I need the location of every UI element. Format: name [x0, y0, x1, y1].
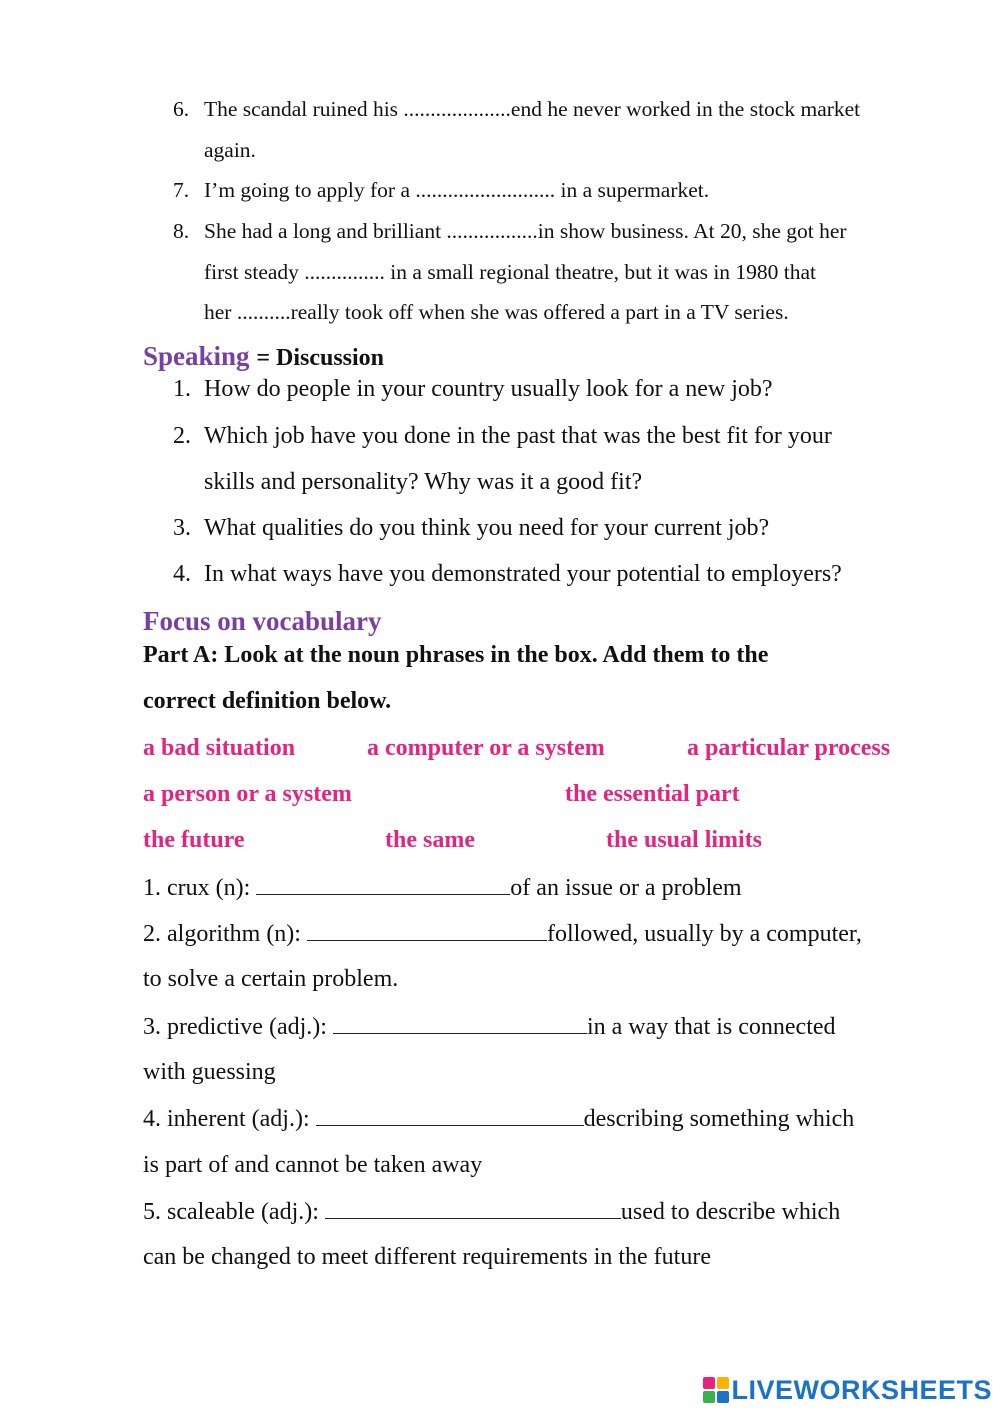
- exercise-item-8-cont2: [204, 300, 789, 325]
- definition-2: [143, 920, 862, 948]
- exercise-item-8-cont: [204, 260, 816, 285]
- box-word: a person or a system: [143, 781, 352, 807]
- answer-blank[interactable]: [307, 920, 547, 941]
- speaking-question-1: [173, 376, 773, 403]
- speaking-question-4: [173, 561, 842, 588]
- question-text: skills and personality? Why was it a good fit?: [204, 469, 643, 495]
- speaking-question-2: [173, 423, 832, 450]
- item-text: again.: [204, 138, 256, 162]
- vocabulary-instruction-cont: correct definition below.: [143, 688, 392, 714]
- question-text: Which job have you done in the past that was the best fit for your: [204, 423, 832, 449]
- definition-2-cont: to solve a certain problem.: [143, 966, 399, 992]
- definition-3-cont: with guessing: [143, 1059, 276, 1085]
- question-text: What qualities do you think you need for your current job?: [204, 515, 770, 541]
- item-number: 8.: [173, 219, 190, 243]
- question-number: 1.: [173, 376, 191, 402]
- logo-text: LIVEWORKSHEETS: [731, 1374, 992, 1405]
- question-text: In what ways have you demonstrated your potential to employers?: [204, 561, 842, 587]
- speaking-title: Speaking: [143, 341, 250, 371]
- definition-4: [143, 1105, 854, 1133]
- definition-5-cont: can be changed to meet different requirements in the future: [143, 1244, 711, 1270]
- speaking-question-2-cont: [204, 469, 642, 496]
- definition-text: describing something which: [583, 1106, 855, 1132]
- definition-5: [143, 1198, 840, 1226]
- item-text: her ..........really took off when she was offered a part in a TV series.: [204, 300, 789, 324]
- exercise-item-7: [173, 178, 709, 203]
- answer-blank[interactable]: [316, 1105, 584, 1126]
- item-text: She had a long and brilliant .................in show business. At 20, she got her: [204, 219, 847, 243]
- item-text: I’m going to apply for a .......................... in a supermarket.: [204, 178, 710, 202]
- box-word: a particular process: [687, 735, 891, 761]
- definition-term: 4. inherent (adj.):: [143, 1106, 316, 1132]
- answer-blank[interactable]: [256, 874, 510, 895]
- definition-1: [143, 874, 742, 902]
- item-text: The scandal ruined his ....................end he never worked in the stock market: [204, 97, 861, 121]
- box-word: the future: [143, 827, 245, 853]
- box-word: a computer or a system: [367, 735, 605, 761]
- definition-3: [143, 1013, 836, 1041]
- item-text: first steady ............... in a small regional theatre, but it was in 1980 that: [204, 260, 817, 284]
- vocabulary-instruction: Part A: Look at the noun phrases in the box. Add them to the: [143, 642, 769, 668]
- item-number: 7.: [173, 178, 190, 202]
- logo-icon: [703, 1377, 729, 1403]
- speaking-subtitle: = Discussion: [256, 345, 385, 371]
- definition-4-cont: is part of and cannot be taken away: [143, 1152, 483, 1178]
- exercise-item-6-cont: [204, 138, 256, 163]
- definition-term: 5. scaleable (adj.):: [143, 1199, 325, 1225]
- question-text: How do people in your country usually look for a new job?: [204, 376, 773, 402]
- box-word: the essential part: [565, 781, 740, 807]
- definition-text: followed, usually by a computer,: [546, 921, 862, 947]
- definition-term: 1. crux (n):: [143, 875, 257, 901]
- question-number: 2.: [173, 423, 191, 449]
- speaking-heading: [143, 341, 384, 372]
- definition-term: 3. predictive (adj.):: [143, 1014, 333, 1040]
- exercise-item-6: [173, 97, 860, 122]
- answer-blank[interactable]: [325, 1198, 621, 1219]
- definition-text: used to describe which: [620, 1199, 841, 1225]
- box-word: the same: [385, 827, 475, 853]
- answer-blank[interactable]: [333, 1013, 587, 1034]
- vocabulary-heading: Focus on vocabulary: [143, 606, 382, 636]
- question-number: 4.: [173, 561, 191, 587]
- box-word: a bad situation: [143, 735, 296, 761]
- definition-text: in a way that is connected: [586, 1014, 836, 1040]
- speaking-question-3: [173, 515, 769, 542]
- item-number: 6.: [173, 97, 190, 121]
- question-number: 3.: [173, 515, 191, 541]
- box-word: the usual limits: [606, 827, 763, 853]
- exercise-item-8: [173, 219, 847, 244]
- liveworksheets-logo: [703, 1375, 992, 1405]
- definition-text: of an issue or a problem: [510, 875, 742, 901]
- definition-term: 2. algorithm (n):: [143, 921, 307, 947]
